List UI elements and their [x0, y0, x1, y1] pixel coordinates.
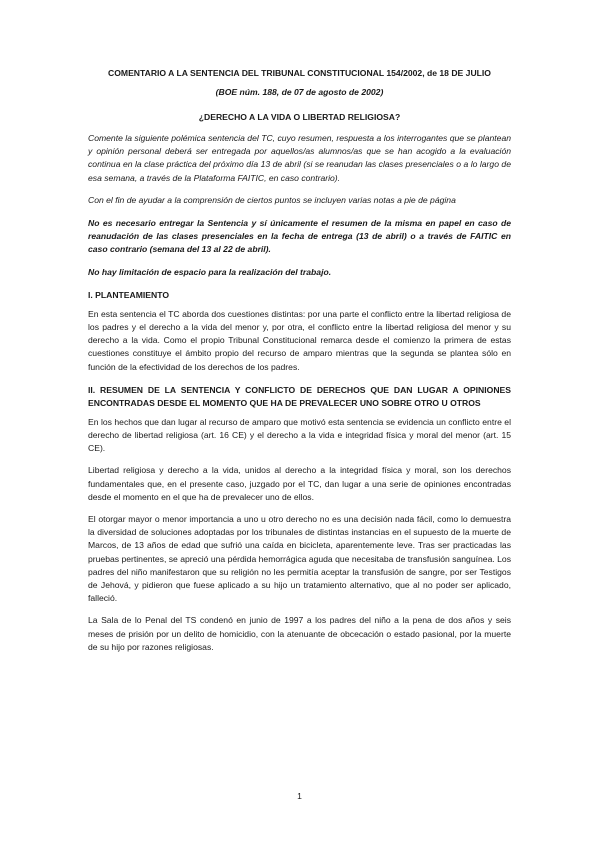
section-paragraph: En esta sentencia el TC aborda dos cuestiones distintas: por una parte el conflicto entre la libertad religiosa de los padres y el derecho a la vida del menor y, por otra, el conflicto entre la libertad religiosa del menor y su derecho a la vida. Como el propio Tribunal Constitucional remarca desde el comienzo la primera de estas cuestiones constituye el ámbito propio del recurso de amparo mientras que la segunda se plantea sólo en función de la efectividad de los derechos de los padres. — [88, 308, 511, 372]
document-question: ¿DERECHO A LA VIDA O LIBERTAD RELIGIOSA? — [198, 112, 401, 122]
page-number: 1 — [297, 791, 302, 801]
section-heading-planteamiento: I. PLANTEAMIENTO — [88, 289, 170, 300]
document-title: COMENTARIO A LA SENTENCIA DEL TRIBUNAL CONSTITUCIONAL 154/2002, de 18 DE JULIO — [108, 68, 491, 78]
section-paragraph: La Sala de lo Penal del TS condenó en junio de 1997 a los padres del niño a la pena de dos años y seis meses de prisión por un delito de homicidio, con la atenuante de obcecación o estado pasional, por la muerte de su hijo por razones religiosas. — [88, 615, 511, 652]
intro-paragraph: Comente la siguiente polémica sentencia del TC, cuyo resumen, respuesta a los interrogantes que se plantean y opinión personal deberá ser entregada por aquellos/as alumnos/as que se han acogido a la evaluación continua en la clase práctica del próximo día 13 de abril (si se reanudan las clases presenciales o a lo largo de esa semana, a través de la Plataforma FAITIC, en caso contrario). — [88, 133, 511, 183]
submission-warning: No es necesario entregar la Sentencia y sí únicamente el resumen de la misma en papel en caso de reanudación de las clases presenciales en la fecha de entrega (13 de abril) o a través de FAITIC en caso contrario (semana del 13 al 22 de abril). — [88, 218, 511, 255]
document-subtitle: (BOE núm. 188, de 07 de agosto de 2002) — [215, 87, 384, 97]
section-paragraph: El otorgar mayor o menor importancia a uno u otro derecho no es una decisión nada fácil, como lo demuestra la diversidad de soluciones adoptadas por los tribunales de distintas instancias en el supuesto de la muerte de Marcos, de 13 años de edad que sufrió una caída en bicicleta, aparentemente leve. Tras ser practicadas las pruebas pertinentes, se apreció una pérdida hemorrágica aguda que necesitaba de transfusión sanguínea. Los padres del niño manifestaron que su religión no les permitía aceptar la transfusión de sangre, por ser Testigos de Jehová, y pidieron que fuese aplicado a su hijo un tratamiento alternativo, que al no poder ser aplicado, falleció. — [88, 514, 511, 604]
section-paragraph: En los hechos que dan lugar al recurso de amparo que motivó esta sentencia se evidencia un conflicto entre el derecho de libertad religiosa (art. 16 CE) y el derecho a la vida e integridad física y moral del menor (art. 15 CE). — [88, 416, 511, 454]
section-heading-resumen: II. RESUMEN DE LA SENTENCIA Y CONFLICTO DE DERECHOS QUE DAN LUGAR A OPINIONES ENCONTRADAS DESDE EL MOMENTO QUE HA DE PREVALECER UNO SOBRE OTRO U OTROS — [88, 384, 511, 408]
no-limit-note: No hay limitación de espacio para la realización del trabajo. — [88, 266, 332, 277]
footnote-note: Con el fin de ayudar a la comprensión de ciertos puntos se incluyen varias notas a pie de página — [88, 194, 456, 205]
section-paragraph: Libertad religiosa y derecho a la vida, unidos al derecho a la integridad física y moral, son los derechos fundamentales que, en el presente caso, juzgado por el TC, dan lugar a una serie de opiniones encontradas desde el momento en el que ha de prevalecer uno de ellos. — [88, 465, 511, 502]
